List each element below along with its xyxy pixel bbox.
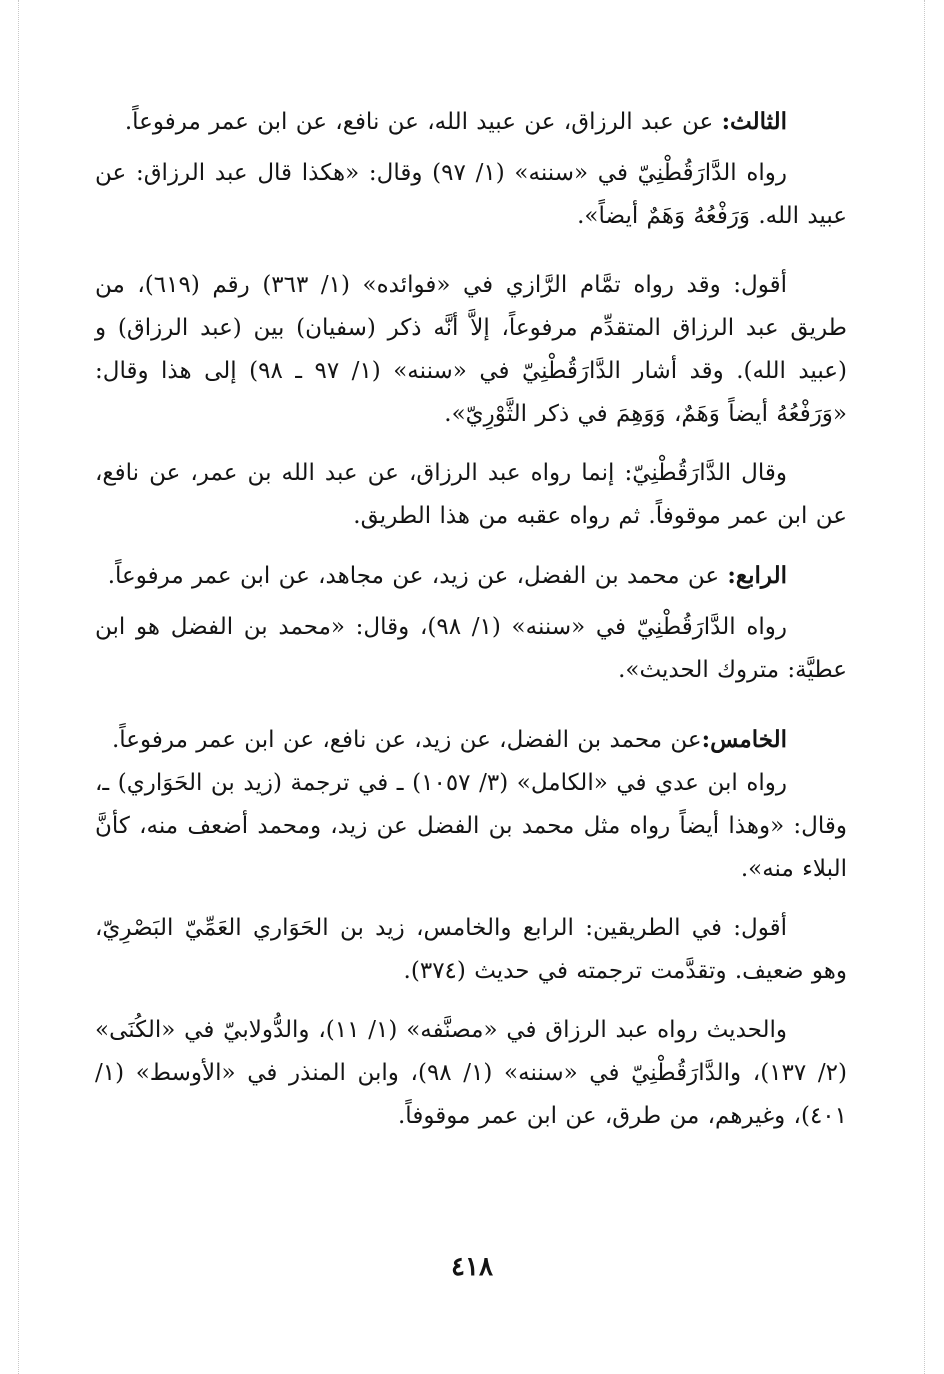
paragraph-text: عن محمد بن الفضل، عن زيد، عن مجاهد، عن ابن عمر مرفوعاً. — [107, 563, 728, 589]
paragraph-ibn-adi — [95, 762, 847, 891]
paragraph-aqulu-2 — [95, 907, 847, 993]
paragraph-fourth-route — [95, 554, 847, 598]
paragraph-daraqutni-1 — [95, 152, 847, 238]
paragraph-label: الثالث: — [721, 108, 787, 135]
paragraph-text: رواه الدَّارَقُطْنِيّ في «سننه» (١/ ٩٨)، وقال: «محمد بن الفضل هو ابن عطيَّة: متروك الحديث». — [95, 614, 847, 683]
paragraph-aqulu-1 — [95, 264, 847, 436]
page-body — [95, 100, 847, 1138]
paragraph-daraqutni-2 — [95, 452, 847, 538]
paragraph-text: رواه ابن عدي في «الكامل» (٣/ ١٠٥٧) ـ في ترجمة (زيد بن الحَوَاري) ـ، وقال: «وهذا أيضاً رواه مثل محمد بن الفضل عن زيد، ومحمد أضعف منه، كأنَّ البلاء منه». — [95, 770, 847, 882]
paragraph-conclusion — [95, 1009, 847, 1138]
paragraph-third-route — [95, 100, 847, 144]
scan-edge-left — [18, 0, 19, 1374]
scan-edge-right — [924, 0, 925, 1374]
paragraph-text: والحديث رواه عبد الرزاق في «مصنَّفه» (١/ ١١)، والدُّولابيّ في «الكُنَى» (٢/ ١٣٧)، والدَّارَقُطْنِيّ في «سننه» (١/ ٩٨)، وابن المنذر في «الأوسط» (١/ ٤٠١)، وغيرهم، من طرق، عن ابن عمر موقوفاً. — [95, 1017, 848, 1129]
paragraph-label: الخامس: — [701, 726, 787, 753]
paragraph-daraqutni-3 — [95, 606, 847, 692]
paragraph-fifth-route — [95, 718, 847, 762]
paragraph-text: وقال الدَّارَقُطْنِيّ: إنما رواه عبد الرزاق، عن عبد الله بن عمر، عن نافع، عن ابن عمر موقوفاً. ثم رواه عقبه من هذا الطريق. — [95, 460, 847, 529]
paragraph-label: الرابع: — [727, 562, 787, 589]
paragraph-text: عن عبد الرزاق، عن عبيد الله، عن نافع، عن ابن عمر مرفوعاً. — [124, 109, 722, 135]
paragraph-text: رواه الدَّارَقُطْنِيّ في «سننه» (١/ ٩٧) وقال: «هكذا قال عبد الرزاق: عن عبيد الله. وَرَفْعُهُ وَهَمٌ أيضاً». — [95, 160, 847, 229]
paragraph-text: عن محمد بن الفضل، عن زيد، عن نافع، عن ابن عمر مرفوعاً. — [111, 727, 702, 753]
page-number: ٤١٨ — [451, 1252, 493, 1282]
paragraph-text: أقول: وقد رواه تمَّام الرَّازي في «فوائده» (١/ ٣٦٣) رقم (٦١٩)، من طريق عبد الرزاق المتقدِّم مرفوعاً، إلاَّ أنَّه ذكر (سفيان) بين (عبد الرزاق) و (عبيد الله). وقد أشار الدَّارَقُطْنِيّ في «سننه» (١/ ٩٧ ـ ٩٨) إلى هذا وقال: «وَرَفْعُهُ أيضاً وَهَمٌ، وَوَهِمَ في ذكر الثَّوْرِيّ». — [95, 272, 847, 427]
paragraph-text: أقول: في الطريقين: الرابع والخامس، زيد بن الحَوَاري العَمِّيّ البَصْرِيّ، وهو ضعيف. وتقدَّمت ترجمته في حديث (٣٧٤). — [95, 915, 847, 984]
